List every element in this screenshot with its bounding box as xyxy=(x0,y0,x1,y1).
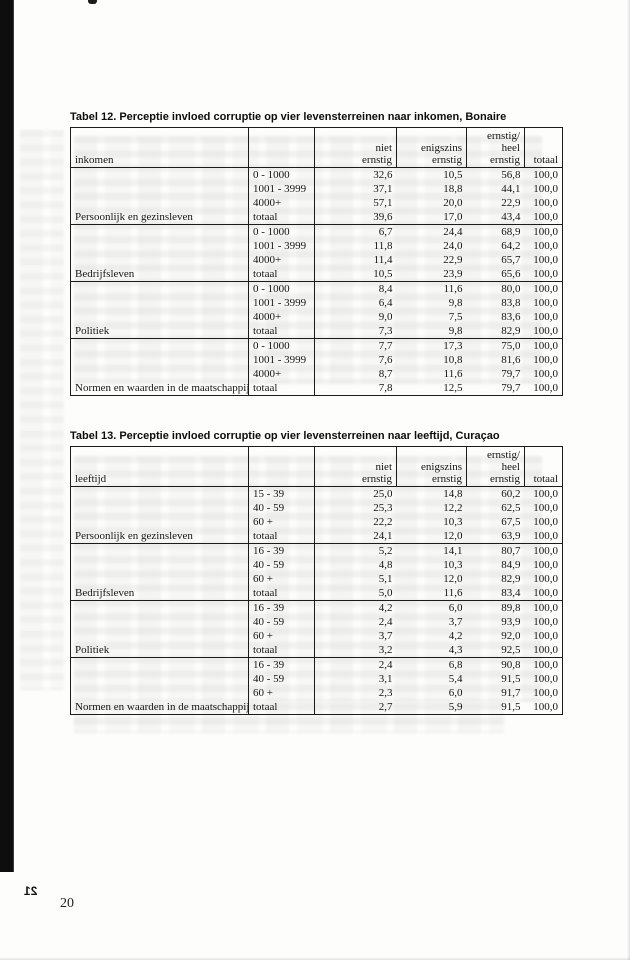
group-label-cell: Persoonlijk en gezinsleven xyxy=(71,529,249,544)
value-cell: 25,3 xyxy=(373,502,393,514)
column-header xyxy=(315,128,397,168)
value-cell: 90,8 xyxy=(501,659,521,671)
category-cell: totaal xyxy=(249,643,315,658)
category-cell: 4000+ xyxy=(249,367,315,381)
value-cell: 14,8 xyxy=(443,488,463,500)
value-cell: 5,1 xyxy=(378,573,393,585)
value-cell: 9,8 xyxy=(448,297,463,309)
column-header-line: niet xyxy=(375,461,392,473)
value-cell: 100,0 xyxy=(533,197,558,209)
value-cell: 2,4 xyxy=(378,659,393,671)
value-cell: 100,0 xyxy=(525,643,563,658)
column-header xyxy=(315,447,397,487)
row-dimension-header: inkomen xyxy=(71,128,249,168)
category-cell: 1001 - 3999 xyxy=(249,296,315,310)
value-cell: 6,0 xyxy=(448,602,463,614)
value-cell: 4,2 xyxy=(448,630,463,642)
value-cell: 64,2 xyxy=(501,240,521,252)
value-cell: 67,5 xyxy=(501,516,521,528)
value-cell: 18,8 xyxy=(443,183,463,195)
value-cell: 92,0 xyxy=(501,630,521,642)
column-header xyxy=(397,128,467,168)
table-row xyxy=(71,310,563,324)
group-label-cell xyxy=(71,182,249,196)
value-cell: 91,7 xyxy=(501,687,521,699)
category-cell: 1001 - 3999 xyxy=(249,353,315,367)
value-cell: 3,7 xyxy=(448,616,463,628)
value-cell: 7,3 xyxy=(315,324,397,339)
value-cell: 17,3 xyxy=(443,340,463,352)
column-header-line: ernstig/ xyxy=(487,449,520,461)
value-cell: 100,0 xyxy=(533,516,558,528)
value-cell: 79,7 xyxy=(501,368,521,380)
table-13-container xyxy=(70,446,562,715)
value-cell: 24,4 xyxy=(443,226,463,238)
value-cell: 100,0 xyxy=(525,586,563,601)
table-row xyxy=(71,487,563,502)
value-cell: 100,0 xyxy=(533,687,558,699)
bleed-through-noise xyxy=(20,130,64,690)
group-label-cell xyxy=(71,601,249,616)
value-cell: 2,4 xyxy=(378,616,393,628)
value-cell: 17,0 xyxy=(397,210,467,225)
group-label-cell xyxy=(71,515,249,529)
value-cell: 100,0 xyxy=(533,340,558,352)
table-row xyxy=(71,182,563,196)
blank-header-cell xyxy=(249,447,315,487)
value-cell: 100,0 xyxy=(525,381,563,396)
value-cell: 7,7 xyxy=(378,340,393,352)
value-cell: 2,7 xyxy=(315,700,397,715)
value-cell: 44,1 xyxy=(501,183,521,195)
column-header xyxy=(525,447,563,487)
column-header-line: heel ernstig xyxy=(490,142,520,166)
scan-speck-artifact xyxy=(88,0,97,4)
value-cell: 92,5 xyxy=(467,643,525,658)
value-cell: 12,0 xyxy=(443,573,463,585)
group-label-cell xyxy=(71,672,249,686)
column-header xyxy=(397,447,467,487)
group-label-cell xyxy=(71,339,249,354)
table-row xyxy=(71,615,563,629)
table-13-title: Tabel 13. Perceptie invloed corruptie op vier levensterreinen naar leeftijd, Curaçao xyxy=(70,430,500,442)
column-header-line: enigszins xyxy=(421,142,462,154)
value-cell: 22,9 xyxy=(501,197,521,209)
table-row xyxy=(71,658,563,673)
value-cell: 22,2 xyxy=(373,516,393,528)
table-row xyxy=(71,544,563,559)
category-cell: 0 - 1000 xyxy=(249,225,315,240)
column-header xyxy=(467,128,525,168)
group-label-cell xyxy=(71,253,249,267)
table-row xyxy=(71,239,563,253)
value-cell: 4,2 xyxy=(378,602,393,614)
value-cell: 62,5 xyxy=(501,502,521,514)
value-cell: 4,8 xyxy=(378,559,393,571)
value-cell: 100,0 xyxy=(533,488,558,500)
value-cell: 11,6 xyxy=(397,586,467,601)
value-cell: 14,1 xyxy=(443,545,463,557)
group-label-cell xyxy=(71,487,249,502)
value-cell: 100,0 xyxy=(533,659,558,671)
value-cell: 100,0 xyxy=(533,311,558,323)
category-cell: 1001 - 3999 xyxy=(249,182,315,196)
value-cell: 83,6 xyxy=(501,311,521,323)
table-row xyxy=(71,225,563,240)
value-cell: 39,6 xyxy=(315,210,397,225)
value-cell: 81,6 xyxy=(501,354,521,366)
value-cell: 100,0 xyxy=(533,240,558,252)
group-label-cell: Bedrijfsleven xyxy=(71,586,249,601)
value-cell: 84,9 xyxy=(501,559,521,571)
column-header-line: heel ernstig xyxy=(490,461,520,485)
group-label-cell xyxy=(71,686,249,700)
category-cell: 1001 - 3999 xyxy=(249,239,315,253)
group-label-cell xyxy=(71,501,249,515)
value-cell: 80,0 xyxy=(501,283,521,295)
group-label-cell xyxy=(71,353,249,367)
category-cell: totaal xyxy=(249,700,315,715)
category-cell: totaal xyxy=(249,267,315,282)
value-cell: 6,7 xyxy=(378,226,393,238)
category-cell: 0 - 1000 xyxy=(249,168,315,183)
table-row xyxy=(71,353,563,367)
table-row xyxy=(71,196,563,210)
category-cell: totaal xyxy=(249,381,315,396)
row-dimension-header: leeftijd xyxy=(71,447,249,487)
data-table xyxy=(70,127,563,396)
group-label-cell: Politiek xyxy=(71,324,249,339)
value-cell: 3,1 xyxy=(378,673,393,685)
value-cell: 10,8 xyxy=(443,354,463,366)
value-cell: 60,2 xyxy=(501,488,521,500)
value-cell: 10,3 xyxy=(443,516,463,528)
column-header-line: ernstig xyxy=(362,154,392,166)
category-cell: 0 - 1000 xyxy=(249,282,315,297)
value-cell: 63,9 xyxy=(467,529,525,544)
column-header-line: ernstig xyxy=(432,154,462,166)
table-12-container xyxy=(70,127,562,396)
group-label-cell xyxy=(71,572,249,586)
value-cell: 89,8 xyxy=(501,602,521,614)
value-cell: 100,0 xyxy=(533,169,558,181)
value-cell: 9,0 xyxy=(378,311,393,323)
header-row xyxy=(71,447,563,487)
blank-header-cell xyxy=(249,128,315,168)
value-cell: 9,8 xyxy=(397,324,467,339)
data-table xyxy=(70,446,563,715)
value-cell: 24,0 xyxy=(443,240,463,252)
value-cell: 20,0 xyxy=(443,197,463,209)
category-cell: 60 + xyxy=(249,686,315,700)
value-cell: 5,0 xyxy=(315,586,397,601)
category-cell: totaal xyxy=(249,324,315,339)
category-cell: 40 - 59 xyxy=(249,615,315,629)
category-cell: 4000+ xyxy=(249,196,315,210)
column-header-line: ernstig/ xyxy=(487,130,520,142)
value-cell: 100,0 xyxy=(533,368,558,380)
value-cell: 91,5 xyxy=(501,673,521,685)
table-row xyxy=(71,601,563,616)
value-cell: 7,8 xyxy=(315,381,397,396)
category-cell: 16 - 39 xyxy=(249,544,315,559)
value-cell: 83,8 xyxy=(501,297,521,309)
table-row xyxy=(71,367,563,381)
value-cell: 2,3 xyxy=(378,687,393,699)
value-cell: 6,4 xyxy=(378,297,393,309)
value-cell: 82,9 xyxy=(501,573,521,585)
table-row xyxy=(71,282,563,297)
value-cell: 7,5 xyxy=(448,311,463,323)
value-cell: 100,0 xyxy=(533,630,558,642)
category-cell: 60 + xyxy=(249,572,315,586)
value-cell: 12,5 xyxy=(397,381,467,396)
value-cell: 100,0 xyxy=(533,297,558,309)
table-12-title: Tabel 12. Perceptie invloed corruptie op vier levensterreinen naar inkomen, Bonaire xyxy=(70,111,507,123)
table-row xyxy=(71,529,563,544)
value-cell: 80,7 xyxy=(501,545,521,557)
category-cell: 40 - 59 xyxy=(249,558,315,572)
table-row xyxy=(71,643,563,658)
group-label-cell xyxy=(71,544,249,559)
category-cell: 16 - 39 xyxy=(249,658,315,673)
value-cell: 79,7 xyxy=(467,381,525,396)
table-row xyxy=(71,210,563,225)
column-header-line: totaal xyxy=(533,154,558,166)
value-cell: 11,4 xyxy=(373,254,393,266)
value-cell: 68,9 xyxy=(501,226,521,238)
value-cell: 100,0 xyxy=(533,183,558,195)
group-label-cell xyxy=(71,558,249,572)
value-cell: 10,3 xyxy=(443,559,463,571)
value-cell: 37,1 xyxy=(373,183,393,195)
value-cell: 100,0 xyxy=(525,210,563,225)
table-row xyxy=(71,168,563,183)
group-label-cell xyxy=(71,658,249,673)
value-cell: 24,1 xyxy=(315,529,397,544)
value-cell: 100,0 xyxy=(533,573,558,585)
table-row xyxy=(71,586,563,601)
table-row xyxy=(71,296,563,310)
group-label-cell xyxy=(71,629,249,643)
table-row xyxy=(71,267,563,282)
category-cell: 60 + xyxy=(249,515,315,529)
value-cell: 3,7 xyxy=(378,630,393,642)
group-label-cell xyxy=(71,615,249,629)
scan-edge-artifact xyxy=(0,0,14,872)
category-cell: 16 - 39 xyxy=(249,601,315,616)
value-cell: 100,0 xyxy=(533,545,558,557)
value-cell: 32,6 xyxy=(373,169,393,181)
category-cell: totaal xyxy=(249,210,315,225)
value-cell: 7,6 xyxy=(378,354,393,366)
table-row xyxy=(71,558,563,572)
group-label-cell: Politiek xyxy=(71,643,249,658)
category-cell: totaal xyxy=(249,586,315,601)
value-cell: 100,0 xyxy=(533,502,558,514)
value-cell: 100,0 xyxy=(533,283,558,295)
value-cell: 11,8 xyxy=(373,240,393,252)
value-cell: 100,0 xyxy=(525,529,563,544)
table-12-section xyxy=(70,111,562,396)
table-row xyxy=(71,572,563,586)
group-label-cell: Bedrijfsleven xyxy=(71,267,249,282)
table-row xyxy=(71,501,563,515)
category-cell: 15 - 39 xyxy=(249,487,315,502)
group-label-cell xyxy=(71,296,249,310)
value-cell: 65,6 xyxy=(467,267,525,282)
value-cell: 93,9 xyxy=(501,616,521,628)
column-header-line: ernstig xyxy=(432,473,462,485)
column-header xyxy=(525,128,563,168)
value-cell: 4,3 xyxy=(397,643,467,658)
group-label-cell xyxy=(71,168,249,183)
table-row xyxy=(71,700,563,715)
column-header-line: niet xyxy=(375,142,392,154)
category-cell: 40 - 59 xyxy=(249,672,315,686)
group-label-cell xyxy=(71,282,249,297)
table-row xyxy=(71,515,563,529)
value-cell: 25,0 xyxy=(373,488,393,500)
table-row xyxy=(71,253,563,267)
value-cell: 100,0 xyxy=(533,616,558,628)
column-header-line: totaal xyxy=(533,473,558,485)
header-row xyxy=(71,128,563,168)
value-cell: 100,0 xyxy=(525,700,563,715)
value-cell: 3,2 xyxy=(315,643,397,658)
value-cell: 5,4 xyxy=(448,673,463,685)
value-cell: 6,8 xyxy=(448,659,463,671)
value-cell: 43,4 xyxy=(467,210,525,225)
value-cell: 6,0 xyxy=(448,687,463,699)
value-cell: 5,2 xyxy=(378,545,393,557)
value-cell: 57,1 xyxy=(373,197,393,209)
value-cell: 23,9 xyxy=(397,267,467,282)
table-row xyxy=(71,672,563,686)
category-cell: totaal xyxy=(249,529,315,544)
group-label-cell xyxy=(71,196,249,210)
table-13-section xyxy=(70,430,562,715)
value-cell: 100,0 xyxy=(533,354,558,366)
value-cell: 11,6 xyxy=(443,283,463,295)
value-cell: 100,0 xyxy=(533,226,558,238)
column-header-line: ernstig xyxy=(362,473,392,485)
value-cell: 56,8 xyxy=(501,169,521,181)
table-row xyxy=(71,339,563,354)
column-header xyxy=(467,447,525,487)
group-label-cell xyxy=(71,225,249,240)
category-cell: 4000+ xyxy=(249,253,315,267)
column-header-line: enigszins xyxy=(421,461,462,473)
group-label-cell xyxy=(71,367,249,381)
table-row xyxy=(71,381,563,396)
value-cell: 83,4 xyxy=(467,586,525,601)
value-cell: 8,4 xyxy=(378,283,393,295)
value-cell: 100,0 xyxy=(533,673,558,685)
category-cell: 4000+ xyxy=(249,310,315,324)
value-cell: 10,5 xyxy=(315,267,397,282)
value-cell: 12,2 xyxy=(443,502,463,514)
table-row xyxy=(71,629,563,643)
value-cell: 100,0 xyxy=(525,324,563,339)
value-cell: 100,0 xyxy=(533,559,558,571)
value-cell: 5,9 xyxy=(397,700,467,715)
category-cell: 40 - 59 xyxy=(249,501,315,515)
value-cell: 12,0 xyxy=(397,529,467,544)
category-cell: 60 + xyxy=(249,629,315,643)
value-cell: 8,7 xyxy=(378,368,393,380)
group-label-cell: Normen en waarden in de maatschappij xyxy=(71,381,249,396)
value-cell: 65,7 xyxy=(501,254,521,266)
value-cell: 82,9 xyxy=(467,324,525,339)
value-cell: 22,9 xyxy=(443,254,463,266)
category-cell: 0 - 1000 xyxy=(249,339,315,354)
table-row xyxy=(71,324,563,339)
value-cell: 100,0 xyxy=(525,267,563,282)
group-label-cell xyxy=(71,310,249,324)
bleed-page-number-mark: 21 xyxy=(24,884,38,898)
value-cell: 11,6 xyxy=(443,368,463,380)
value-cell: 100,0 xyxy=(533,602,558,614)
value-cell: 10,5 xyxy=(443,169,463,181)
page-number: 20 xyxy=(60,896,74,911)
group-label-cell: Persoonlijk en gezinsleven xyxy=(71,210,249,225)
value-cell: 75,0 xyxy=(501,340,521,352)
group-label-cell xyxy=(71,239,249,253)
value-cell: 91,5 xyxy=(467,700,525,715)
value-cell: 100,0 xyxy=(533,254,558,266)
group-label-cell: Normen en waarden in de maatschappij xyxy=(71,700,249,715)
table-row xyxy=(71,686,563,700)
